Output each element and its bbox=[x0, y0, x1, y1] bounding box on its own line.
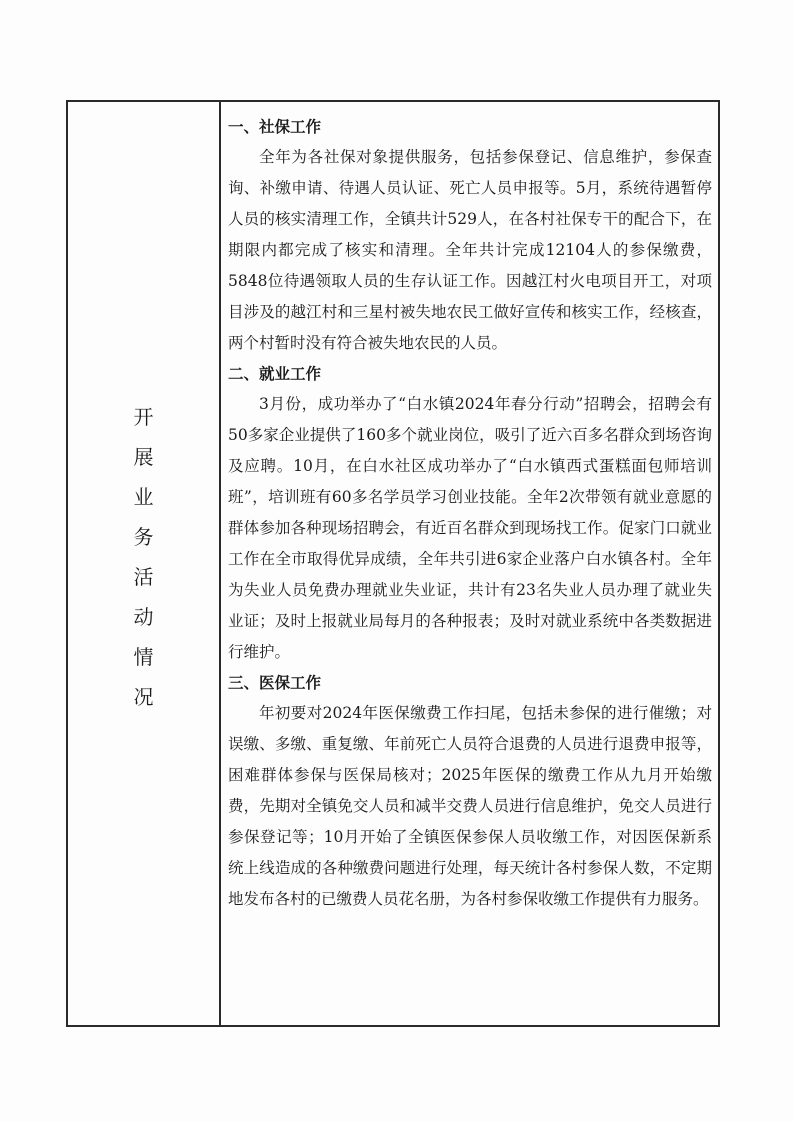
section-paragraph: 年初要对2024年医保缴费工作扫尾，包括未参保的进行催缴；对误缴、多缴、重复缴、年前死亡人员符合退费的人员进行退费申报等，困难群体参保与医保局核对；2025年医保的缴费工作从九月开始缴费，先期对全镇免交人员和减半交费人员进行信息维护，免交人员进行参保登记等；10月开始了全镇医保参保人员收缴工作，对因医保新系统上线造成的各种缴费问题进行处理，每天统计各村参保人数，不定期地发布各村的已缴费人员花名册，为各村参保收缴工作提供有力服务。 bbox=[228, 704, 712, 908]
section-heading: 一、社保工作 bbox=[228, 118, 322, 136]
row-label-char: 活 bbox=[133, 565, 154, 589]
row-label-char: 展 bbox=[133, 445, 154, 469]
row-label-char: 动 bbox=[133, 605, 154, 629]
row-label-char: 业 bbox=[133, 485, 154, 509]
row-label-char: 务 bbox=[133, 525, 154, 549]
section-heading: 二、就业工作 bbox=[228, 365, 322, 383]
row-label-char: 况 bbox=[133, 685, 154, 709]
section-medical-insurance bbox=[228, 668, 712, 915]
column-divider bbox=[219, 102, 221, 1025]
content-cell bbox=[228, 112, 712, 915]
section-social-security bbox=[228, 112, 712, 359]
row-label-char: 开 bbox=[133, 405, 154, 429]
section-heading: 三、医保工作 bbox=[228, 674, 322, 692]
section-paragraph: 全年为各社保对象提供服务，包括参保登记、信息维护，参保查询、补缴申请、待遇人员认证、死亡人员申报等。5月，系统待遇暂停人员的核实清理工作，全镇共计529人，在各村社保专干的配合下，在期限内都完成了核实和清理。全年共计完成12104人的参保缴费，5848位待遇领取人员的生存认证工作。因越江村火电项目开工，对项目涉及的越江村和三星村被失地农民工做好宣传和核实工作，经核查，两个村暂时没有符合被失地农民的人员。 bbox=[228, 148, 712, 352]
row-label-cell bbox=[68, 102, 219, 1025]
form-table bbox=[66, 100, 720, 1027]
row-label-char: 情 bbox=[133, 645, 154, 669]
section-employment bbox=[228, 359, 712, 668]
section-paragraph: 3月份，成功举办了“白水镇2024年春分行动”招聘会，招聘会有50多家企业提供了160多个就业岗位，吸引了近六百多名群众到场咨询及应聘。10月，在白水社区成功举办了“白水镇西式蛋糕面包师培训班”，培训班有60多名学员学习创业技能。全年2次带领有就业意愿的群体参加各种现场招聘会，有近百名群众到现场找工作。促家门口就业工作在全市取得优异成绩，全年共引进6家企业落户白水镇各村。全年为失业人员免费办理就业失业证，共计有23名失业人员办理了就业失业证；及时上报就业局每月的各种报表；及时对就业系统中各类数据进行维护。 bbox=[228, 395, 712, 661]
